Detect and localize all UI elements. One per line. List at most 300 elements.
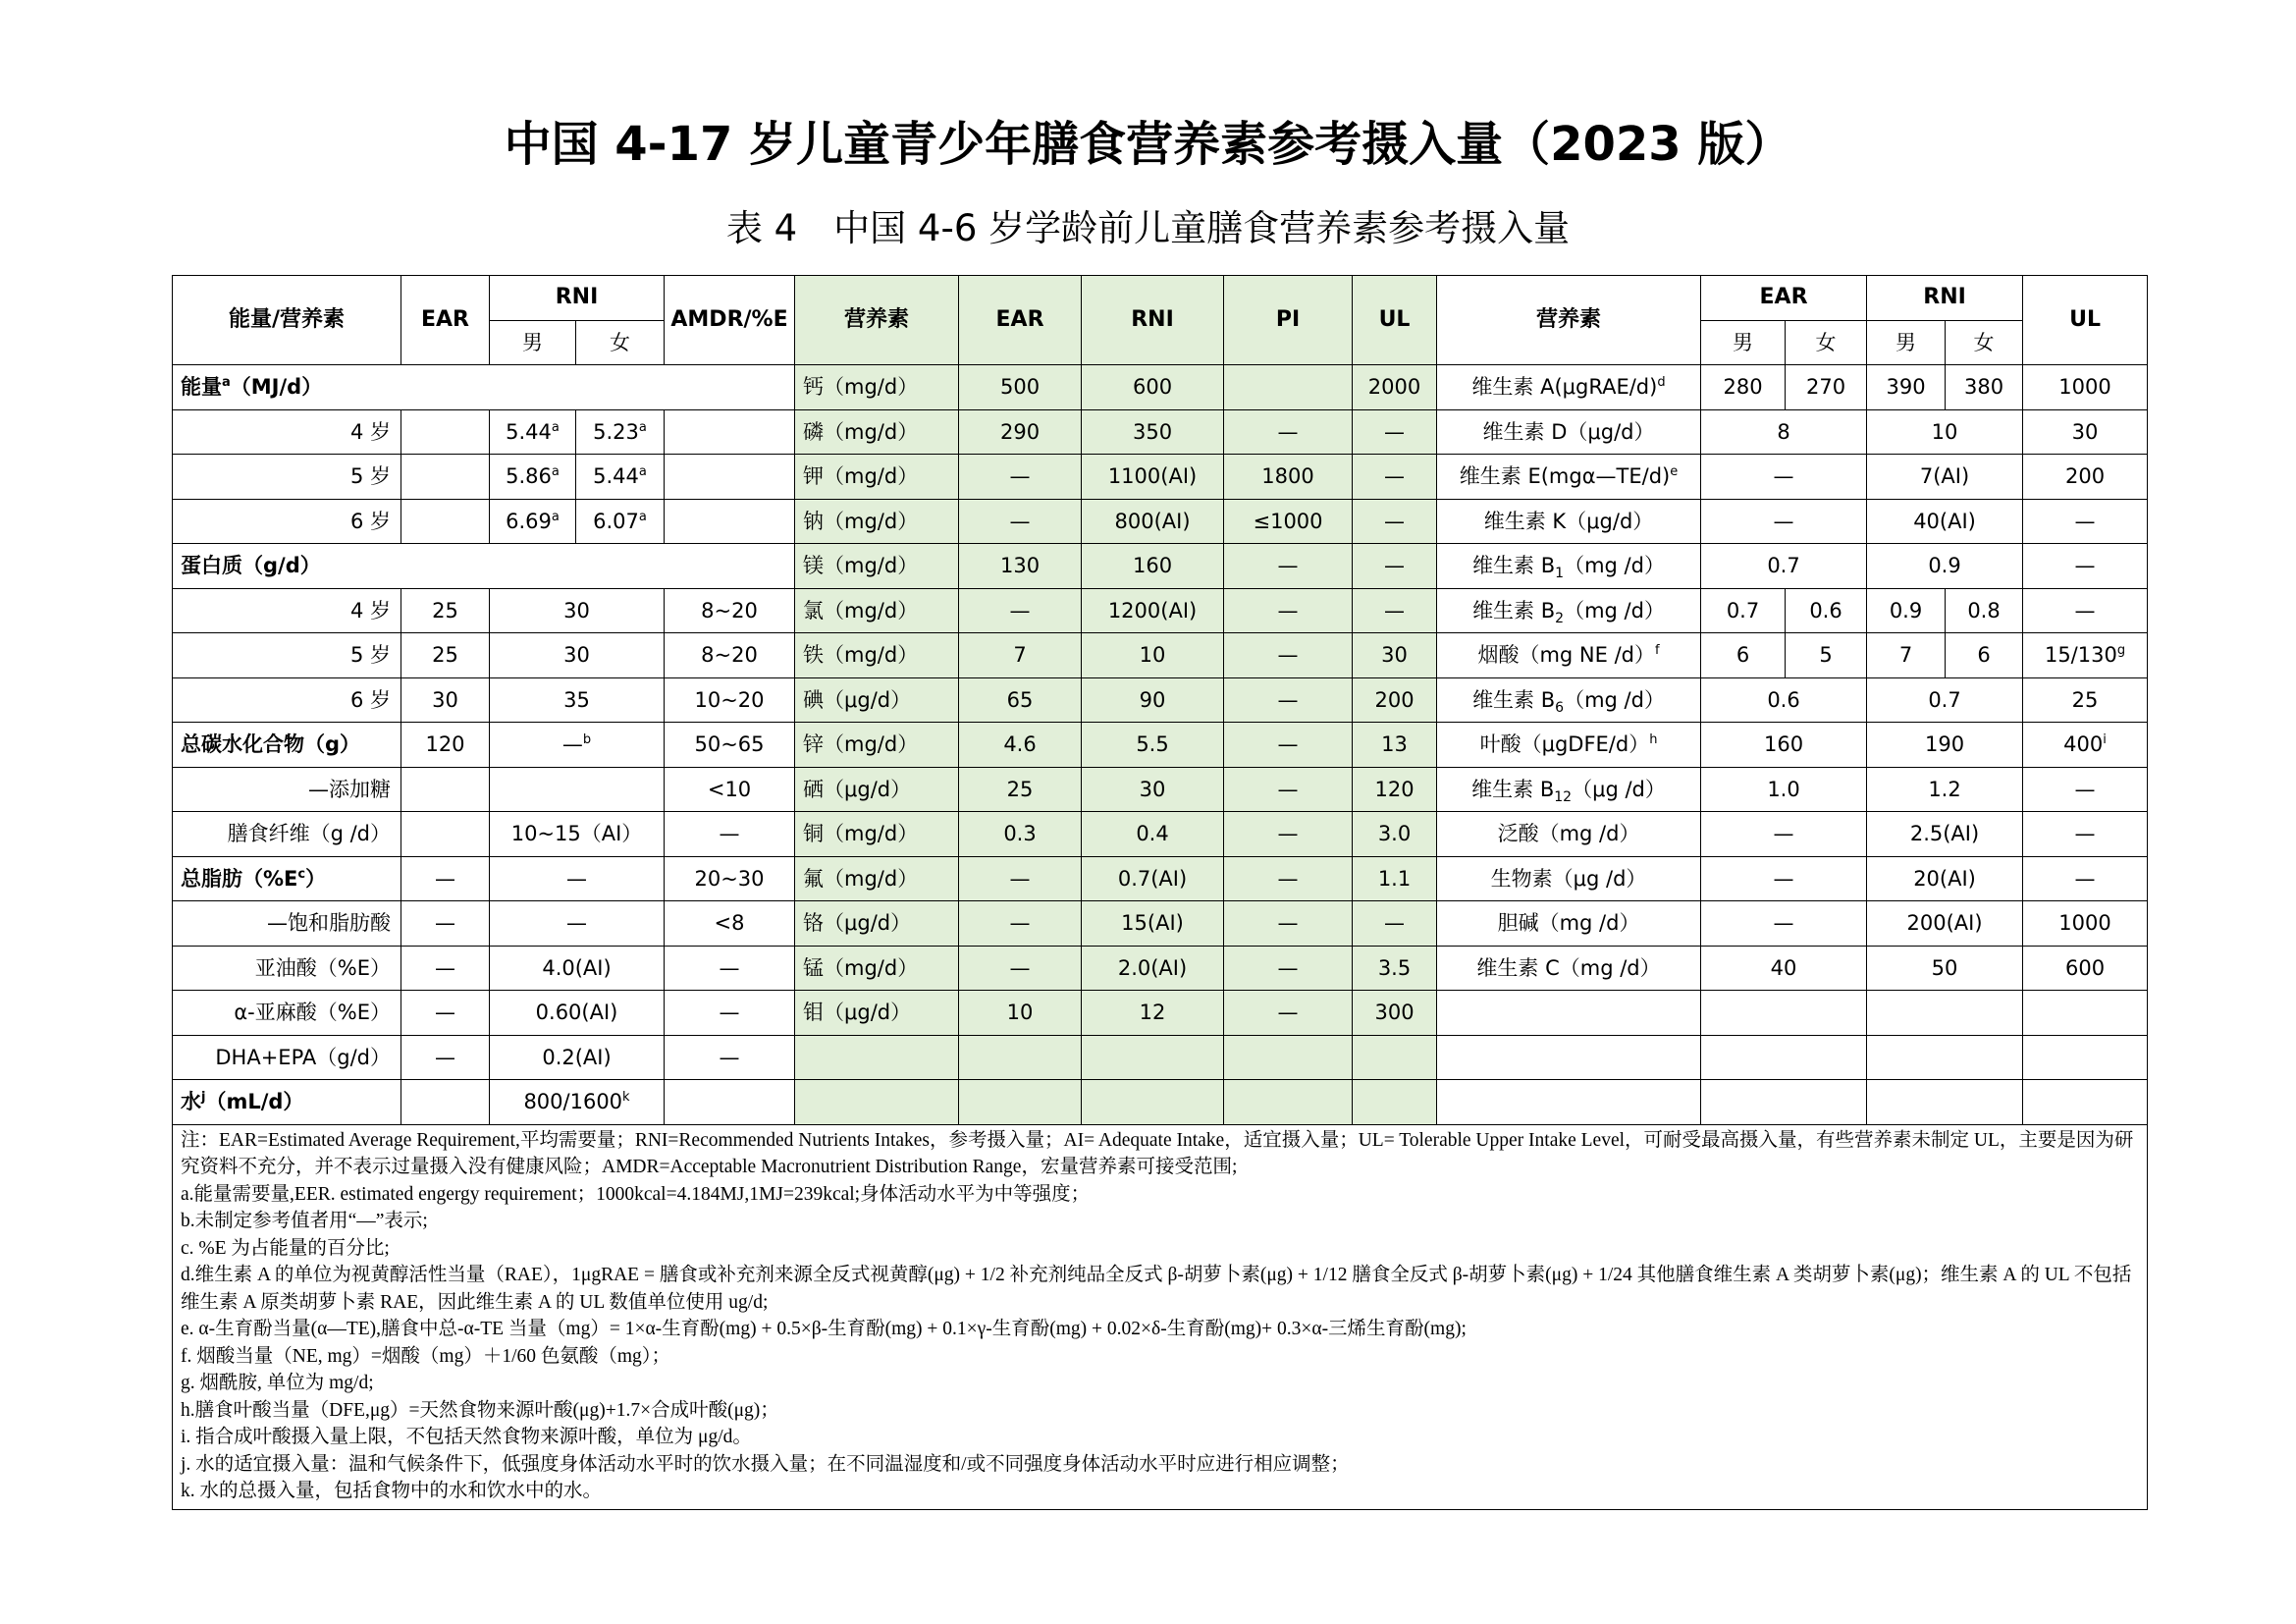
cell-text: 400 <box>2063 732 2104 757</box>
footnote: e. α-生育酚当量(α—TE),膳食中总-α-TE 当量（mg）= 1×α-生育酚(mg) + 0.5×β-生育酚(mg) + 0.1×γ-生育酚(mg) + 0.02×δ-生育酚(mg)+ 0.3×α-三烯生育酚(mg); <box>181 1319 1467 1339</box>
rni-cell: 0.2(AI) <box>490 1035 665 1080</box>
cell-text: h <box>1649 732 1658 748</box>
mineral-ul: — <box>1353 544 1437 589</box>
vitamin-ear: — <box>1701 901 1867 947</box>
ear-cell <box>401 455 490 500</box>
mineral-name: 钙（mg/d） <box>795 365 959 410</box>
ear-cell: 25 <box>401 588 490 633</box>
footnote: i. 指合成叶酸摄入量上限，不包括天然食物来源叶酸，单位为 μg/d。 <box>181 1427 752 1447</box>
energy-male <box>490 455 576 500</box>
mineral-name: 钾（mg/d） <box>795 455 959 500</box>
cell-text: k <box>622 1090 630 1106</box>
vitamin-ear-male: 280 <box>1701 365 1786 410</box>
mineral-name: 钼（μg/d） <box>795 991 959 1036</box>
mineral-ear: 10 <box>959 991 1082 1036</box>
protein-label: 蛋白质（g/d） <box>173 544 795 589</box>
mineral-name: 铬（μg/d） <box>795 901 959 947</box>
mineral-ul: 2000 <box>1353 365 1437 410</box>
mineral-ul: 30 <box>1353 633 1437 678</box>
vitamin-ul <box>2023 723 2148 768</box>
mineral-ear: 25 <box>959 767 1082 812</box>
mineral-pi: — <box>1224 677 1353 723</box>
header-nutrient-minerals: 营养素 <box>795 276 959 365</box>
empty-cell <box>1867 1035 2023 1080</box>
mineral-ul: — <box>1353 499 1437 544</box>
vitamin-name: 维生素 K（μg/d） <box>1437 499 1701 544</box>
cell-text: 800/1600 <box>523 1090 623 1114</box>
vitamin-rni: 200(AI) <box>1867 901 2023 947</box>
vitamin-rni-male: 390 <box>1867 365 1946 410</box>
mineral-name: 镁（mg/d） <box>795 544 959 589</box>
rni-cell <box>490 767 665 812</box>
empty-cell <box>2023 991 2148 1036</box>
vitamin-rni: 1.2 <box>1867 767 2023 812</box>
mineral-ul: 3.0 <box>1353 812 1437 857</box>
mineral-ear: — <box>959 499 1082 544</box>
vitamin-ul: 25 <box>2023 677 2148 723</box>
table-row <box>173 544 2148 589</box>
header-ear-minerals: EAR <box>959 276 1082 365</box>
cell-text: c <box>297 866 306 882</box>
header-energy-nutrient: 能量/营养素 <box>173 276 401 365</box>
cell-text: （mg /d） <box>1564 687 1665 712</box>
vitamin-name: 胆碱（mg /d） <box>1437 901 1701 947</box>
mineral-ear: 290 <box>959 409 1082 455</box>
empty-cell <box>2023 1080 2148 1125</box>
mineral-rni: 12 <box>1082 991 1224 1036</box>
header-nutrient-vitamins: 营养素 <box>1437 276 1701 365</box>
table-row <box>173 901 2148 947</box>
mineral-ul: — <box>1353 588 1437 633</box>
table-row <box>173 991 2148 1036</box>
mineral-name: 硒（μg/d） <box>795 767 959 812</box>
rni-cell: 30 <box>490 633 665 678</box>
vitamin-ear: 160 <box>1701 723 1867 768</box>
mineral-rni: 10 <box>1082 633 1224 678</box>
cell-text: （MJ/d） <box>230 375 323 400</box>
header-male: 男 <box>490 320 576 365</box>
header-female: 女 <box>1786 320 1867 365</box>
vitamin-ear-female: 0.6 <box>1786 588 1867 633</box>
mineral-pi: 1800 <box>1224 455 1353 500</box>
mineral-ul: 120 <box>1353 767 1437 812</box>
mineral-ear: 500 <box>959 365 1082 410</box>
amdr-cell: 10~20 <box>665 677 795 723</box>
ear-cell: — <box>401 901 490 947</box>
vitamin-ul: — <box>2023 544 2148 589</box>
vitamin-ear: 40 <box>1701 946 1867 991</box>
footnote: a.能量需要量,EER. estimated engergy requirement；1000kcal=4.184MJ,1MJ=239kcal;身体活动水平为中等强度； <box>181 1183 1091 1205</box>
cell-text: 6.07 <box>593 509 639 533</box>
empty-cell <box>2023 1035 2148 1080</box>
vitamin-name: 泛酸（mg /d） <box>1437 812 1701 857</box>
amdr-cell <box>665 409 795 455</box>
vitamin-rni: 2.5(AI) <box>1867 812 2023 857</box>
vitamin-ul: 1000 <box>2023 365 2148 410</box>
mineral-ul: 300 <box>1353 991 1437 1036</box>
header-row-1 <box>173 276 2148 321</box>
mineral-ear: — <box>959 946 1082 991</box>
vitamin-ear: — <box>1701 856 1867 901</box>
empty-cell <box>1437 1035 1701 1080</box>
mineral-pi: ≤1000 <box>1224 499 1353 544</box>
vitamin-ear: 0.6 <box>1701 677 1867 723</box>
ear-cell: 30 <box>401 677 490 723</box>
table-row <box>173 365 2148 410</box>
cell-text: i <box>2103 732 2107 748</box>
ear-cell <box>401 409 490 455</box>
header-ul-minerals: UL <box>1353 276 1437 365</box>
table-row <box>173 946 2148 991</box>
amdr-cell: — <box>665 946 795 991</box>
table-caption: 表 4 中国 4-6 岁学龄前儿童膳食营养素参考摄入量 <box>725 207 1571 249</box>
ear-cell: 120 <box>401 723 490 768</box>
empty-cell <box>959 1080 1082 1125</box>
amdr-cell: 8~20 <box>665 588 795 633</box>
cell-text: 5.44 <box>506 419 552 444</box>
cell-text: a <box>551 509 560 524</box>
vitamin-ul: — <box>2023 812 2148 857</box>
footnote: b.未制定参考值者用“—”表示; <box>181 1211 428 1231</box>
mineral-name: 锌（mg/d） <box>795 723 959 768</box>
cell-text: 5.23 <box>593 419 639 444</box>
table-row <box>173 588 2148 633</box>
cell-text: j <box>201 1090 206 1106</box>
mineral-rni: 1200(AI) <box>1082 588 1224 633</box>
amdr-cell: — <box>665 991 795 1036</box>
rni-cell: 35 <box>490 677 665 723</box>
ear-cell: — <box>401 946 490 991</box>
empty-cell <box>1701 1035 1867 1080</box>
header-ear-vitamins: EAR <box>1701 276 1867 321</box>
energy-label <box>173 365 795 410</box>
header-ear: EAR <box>401 276 490 365</box>
energy-female <box>576 455 665 500</box>
header-rni: RNI <box>490 276 665 321</box>
vitamin-ear-male: 6 <box>1701 633 1786 678</box>
vitamin-ul: 1000 <box>2023 901 2148 947</box>
age-label: 6 岁 <box>173 499 401 544</box>
table-row <box>173 409 2148 455</box>
empty-cell <box>1437 991 1701 1036</box>
cell-text: 维生素 A(μgRAE/d) <box>1471 375 1658 400</box>
header-female: 女 <box>1946 320 2023 365</box>
mineral-rni: 30 <box>1082 767 1224 812</box>
vitamin-ear-male: 0.7 <box>1701 588 1786 633</box>
cell-text: a <box>551 419 560 435</box>
cell-text: 水 <box>181 1090 201 1114</box>
cell-text: 能量 <box>181 375 222 400</box>
cell-text: 叶酸（μgDFE/d） <box>1479 732 1650 757</box>
amdr-cell: — <box>665 1035 795 1080</box>
dri-table <box>172 275 2148 1510</box>
mineral-rni: 0.4 <box>1082 812 1224 857</box>
mineral-name: 锰（mg/d） <box>795 946 959 991</box>
vitamin-rni: 50 <box>1867 946 2023 991</box>
vitamin-ul: 30 <box>2023 409 2148 455</box>
mineral-name: 磷（mg/d） <box>795 409 959 455</box>
vitamin-ear-female: 5 <box>1786 633 1867 678</box>
empty-cell <box>1867 991 2023 1036</box>
mineral-ul: 13 <box>1353 723 1437 768</box>
table-row <box>173 812 2148 857</box>
cell-text: 总脂肪（%E <box>181 866 298 891</box>
mineral-ul: 1.1 <box>1353 856 1437 901</box>
vitamin-ear-female: 270 <box>1786 365 1867 410</box>
mineral-ul: — <box>1353 455 1437 500</box>
carb-label: 总碳水化合物（g） <box>173 723 401 768</box>
mineral-name: 铜（mg/d） <box>795 812 959 857</box>
rni-cell: 4.0(AI) <box>490 946 665 991</box>
ear-cell: 25 <box>401 633 490 678</box>
mineral-ear: 4.6 <box>959 723 1082 768</box>
mineral-pi: — <box>1224 633 1353 678</box>
energy-female <box>576 409 665 455</box>
mineral-rni: 15(AI) <box>1082 901 1224 947</box>
mineral-rni: 800(AI) <box>1082 499 1224 544</box>
dha-label: DHA+EPA（g/d） <box>173 1035 401 1080</box>
fiber-label: 膳食纤维（g /d） <box>173 812 401 857</box>
mineral-ul: — <box>1353 901 1437 947</box>
mineral-ear: 130 <box>959 544 1082 589</box>
cell-text: 15/130 <box>2044 643 2117 668</box>
empty-cell <box>1701 991 1867 1036</box>
cell-text: 维生素 B <box>1472 598 1556 623</box>
amdr-cell: 20~30 <box>665 856 795 901</box>
vitamin-rni: 0.7 <box>1867 677 2023 723</box>
header-pi: PI <box>1224 276 1353 365</box>
table-row <box>173 633 2148 678</box>
cell-text: 6.69 <box>506 509 552 533</box>
mineral-rni: 350 <box>1082 409 1224 455</box>
header-female: 女 <box>576 320 665 365</box>
table-row <box>173 677 2148 723</box>
cell-text: ） <box>305 866 327 891</box>
table-row <box>173 455 2148 500</box>
mineral-pi <box>1224 365 1353 410</box>
vitamin-ear: — <box>1701 812 1867 857</box>
empty-cell <box>1224 1035 1353 1080</box>
header-amdr: AMDR/%E <box>665 276 795 365</box>
vitamin-ear: 0.7 <box>1701 544 1867 589</box>
vitamin-ul <box>2023 633 2148 678</box>
cell-text: d <box>1657 375 1666 391</box>
table-row <box>173 856 2148 901</box>
header-male: 男 <box>1701 320 1786 365</box>
empty-cell <box>1867 1080 2023 1125</box>
vitamin-ul: — <box>2023 856 2148 901</box>
mineral-ul: 3.5 <box>1353 946 1437 991</box>
mineral-ear: 65 <box>959 677 1082 723</box>
la-label: 亚油酸（%E） <box>173 946 401 991</box>
vitamin-rni: 40(AI) <box>1867 499 2023 544</box>
ala-label: α-亚麻酸（%E） <box>173 991 401 1036</box>
cell-text: a <box>638 464 647 480</box>
page-title: 中国 4-17 岁儿童青少年膳食营养素参考摄入量（2023 版） <box>504 117 1792 172</box>
cell-text: 2 <box>1555 610 1565 626</box>
cell-text: 维生素 B <box>1471 777 1555 801</box>
ear-cell <box>401 812 490 857</box>
footnote: h.膳食叶酸当量（DFE,μg）=天然食物来源叶酸(μg)+1.7×合成叶酸(μg)； <box>181 1399 779 1421</box>
vitamin-ul: 600 <box>2023 946 2148 991</box>
empty-cell <box>1224 1080 1353 1125</box>
mineral-pi: — <box>1224 991 1353 1036</box>
mineral-pi: — <box>1224 588 1353 633</box>
footnote: j. 水的适宜摄入量：温和气候条件下，低强度身体活动水平时的饮水摄入量；在不同温湿度和/或不同强度身体活动水平时应进行相应调整； <box>181 1453 1350 1475</box>
sugar-label: —添加糖 <box>173 767 401 812</box>
empty-cell <box>795 1035 959 1080</box>
mineral-rni: 2.0(AI) <box>1082 946 1224 991</box>
ear-cell <box>401 1080 490 1125</box>
amdr-cell <box>665 455 795 500</box>
vitamin-name: 生物素（μg /d） <box>1437 856 1701 901</box>
empty-cell <box>795 1080 959 1125</box>
vitamin-ul: — <box>2023 588 2148 633</box>
mineral-pi: — <box>1224 946 1353 991</box>
vitamin-name <box>1437 365 1701 410</box>
mineral-ear: 0.3 <box>959 812 1082 857</box>
vitamin-ul: — <box>2023 767 2148 812</box>
vitamin-rni: 7(AI) <box>1867 455 2023 500</box>
empty-cell <box>1082 1035 1224 1080</box>
vitamin-name <box>1437 588 1701 633</box>
mineral-ear: 7 <box>959 633 1082 678</box>
cell-text: 维生素 E(mgα—TE/d) <box>1459 464 1671 489</box>
cell-text: e <box>1670 464 1679 480</box>
ear-cell <box>401 499 490 544</box>
footnotes <box>173 1124 2148 1509</box>
cell-text: 烟酸（mg NE /d） <box>1477 643 1655 668</box>
vitamin-rni: 20(AI) <box>1867 856 2023 901</box>
cell-text: 1 <box>1555 566 1565 582</box>
rni-cell: 0.60(AI) <box>490 991 665 1036</box>
mineral-ul: 200 <box>1353 677 1437 723</box>
amdr-cell <box>665 499 795 544</box>
age-label: 4 岁 <box>173 588 401 633</box>
mineral-pi: — <box>1224 723 1353 768</box>
footnote: d.维生素 A 的单位为视黄醇活性当量（RAE），1μgRAE = 膳食或补充剂来源全反式视黄醇(μg) + 1/2 补充剂纯品全反式 β-胡萝卜素(μg) + 1/12 膳食全反式 β-胡萝卜素(μg) + 1/24 其他膳食维生素 A 类胡萝卜素(μg)；维生素 A 的 UL 不包括维生素 A 原类胡萝卜素 RAE，因此维生素 A 的 UL 数值单位使用 ug/d; <box>181 1265 2132 1313</box>
mineral-rni: 0.7(AI) <box>1082 856 1224 901</box>
mineral-pi: — <box>1224 767 1353 812</box>
table-row <box>173 499 2148 544</box>
sfa-label: —饱和脂肪酸 <box>173 901 401 947</box>
cell-text: a <box>638 509 647 524</box>
cell-text: 维生素 B <box>1472 687 1556 712</box>
table-row <box>173 1035 2148 1080</box>
rni-cell <box>490 1080 665 1125</box>
vitamin-ul: — <box>2023 499 2148 544</box>
cell-text: a <box>222 375 231 391</box>
cell-text: g <box>2116 643 2126 659</box>
mineral-name: 钠（mg/d） <box>795 499 959 544</box>
mineral-pi: — <box>1224 856 1353 901</box>
cell-text: （mL/d） <box>205 1090 304 1114</box>
energy-male <box>490 409 576 455</box>
amdr-cell: <8 <box>665 901 795 947</box>
header-male: 男 <box>1867 320 1946 365</box>
vitamin-name <box>1437 455 1701 500</box>
ear-cell: — <box>401 1035 490 1080</box>
rni-cell: 10~15（AI） <box>490 812 665 857</box>
energy-female <box>576 499 665 544</box>
mineral-pi: — <box>1224 812 1353 857</box>
ear-cell <box>401 767 490 812</box>
amdr-cell <box>665 1080 795 1125</box>
rni-cell: — <box>490 856 665 901</box>
vitamin-name <box>1437 723 1701 768</box>
cell-text: a <box>551 464 560 480</box>
vitamin-ear: 1.0 <box>1701 767 1867 812</box>
mineral-pi: — <box>1224 544 1353 589</box>
vitamin-rni-male: 7 <box>1867 633 1946 678</box>
mineral-rni: 90 <box>1082 677 1224 723</box>
water-label <box>173 1080 401 1125</box>
header-ul-vitamins: UL <box>2023 276 2148 365</box>
mineral-ul: — <box>1353 409 1437 455</box>
vitamin-name <box>1437 633 1701 678</box>
cell-text: f <box>1654 643 1660 659</box>
mineral-rni: 5.5 <box>1082 723 1224 768</box>
vitamin-ear: 8 <box>1701 409 1867 455</box>
mineral-pi: — <box>1224 901 1353 947</box>
header-rni-vitamins: RNI <box>1867 276 2023 321</box>
vitamin-name <box>1437 677 1701 723</box>
footnote: f. 烟酸当量（NE, mg）=烟酸（mg）＋1/60 色氨酸（mg）； <box>181 1345 671 1367</box>
age-label: 6 岁 <box>173 677 401 723</box>
cell-text: — <box>561 732 583 757</box>
cell-text: （mg /d） <box>1564 554 1665 578</box>
mineral-rni: 600 <box>1082 365 1224 410</box>
mineral-name: 氟（mg/d） <box>795 856 959 901</box>
vitamin-ear: — <box>1701 455 1867 500</box>
vitamin-rni: 0.9 <box>1867 544 2023 589</box>
age-label: 5 岁 <box>173 633 401 678</box>
cell-text: b <box>582 732 592 748</box>
mineral-ear: — <box>959 588 1082 633</box>
amdr-cell: 50~65 <box>665 723 795 768</box>
empty-cell <box>1701 1080 1867 1125</box>
mineral-name: 铁（mg/d） <box>795 633 959 678</box>
empty-cell <box>1437 1080 1701 1125</box>
empty-cell <box>959 1035 1082 1080</box>
vitamin-rni-female: 380 <box>1946 365 2023 410</box>
vitamin-rni: 190 <box>1867 723 2023 768</box>
vitamin-name: 维生素 D（μg/d） <box>1437 409 1701 455</box>
rni-cell <box>490 723 665 768</box>
cell-text: 6 <box>1555 699 1565 716</box>
age-label: 5 岁 <box>173 455 401 500</box>
ear-cell: — <box>401 991 490 1036</box>
rni-cell: — <box>490 901 665 947</box>
cell-text: 5.86 <box>506 464 552 489</box>
amdr-cell: — <box>665 812 795 857</box>
footnote: g. 烟酰胺, 单位为 mg/d; <box>181 1373 374 1393</box>
vitamin-rni-female: 6 <box>1946 633 2023 678</box>
vitamin-ul: 200 <box>2023 455 2148 500</box>
notes-row <box>173 1124 2148 1509</box>
header-rni-minerals: RNI <box>1082 276 1224 365</box>
cell-text: 5.44 <box>593 464 639 489</box>
vitamin-rni: 10 <box>1867 409 2023 455</box>
cell-text: （μg /d） <box>1572 777 1666 801</box>
amdr-cell: <10 <box>665 767 795 812</box>
table-row <box>173 767 2148 812</box>
rni-cell: 30 <box>490 588 665 633</box>
vitamin-name: 维生素 C（mg /d） <box>1437 946 1701 991</box>
cell-text: a <box>638 419 647 435</box>
mineral-pi: — <box>1224 409 1353 455</box>
cell-text: （mg /d） <box>1564 598 1665 623</box>
